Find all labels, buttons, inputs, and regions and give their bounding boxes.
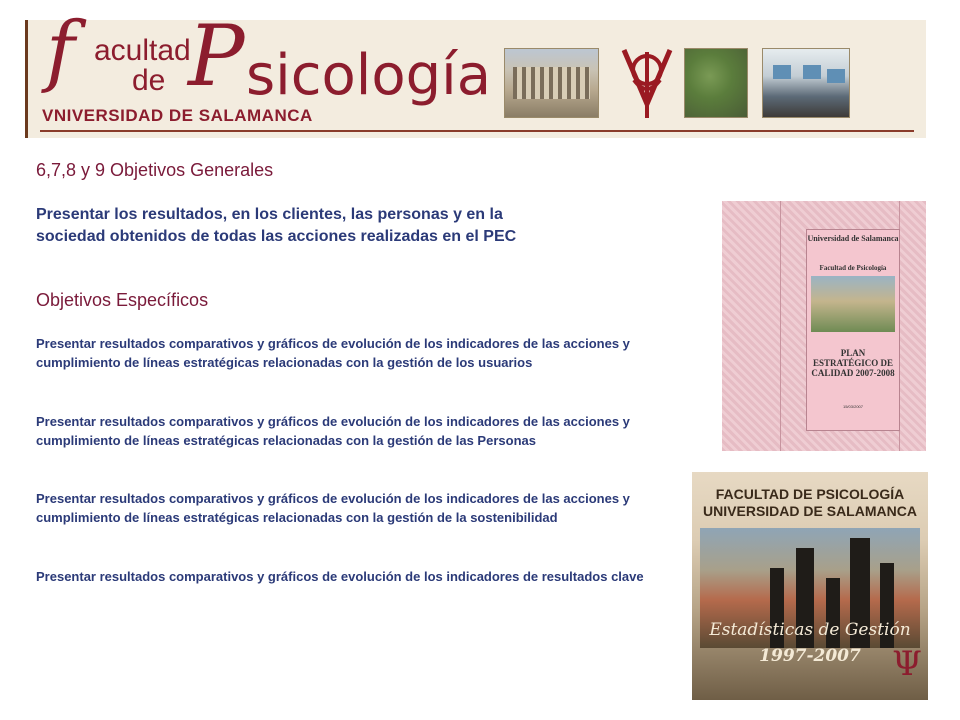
- psi-symbol-icon: Ψ: [892, 644, 922, 684]
- management-statistics-cover-image: [692, 472, 928, 700]
- building-photo: [504, 48, 599, 118]
- stats-cover-years: 1997-2007: [759, 646, 861, 666]
- specific-objective-paragraph: Presentar resultados comparativos y gráficos de evolución de los indicadores de las acciones y cumplimiento de líneas estratégicas relacionadas con la gestión de la sostenibilidad: [36, 491, 630, 525]
- cover-faculty: Facultad de Psicología: [819, 264, 887, 272]
- cover-date: 15/03/2007: [842, 404, 864, 409]
- cover-photo: [811, 276, 895, 332]
- cover-university: Universidad de Salamanca: [807, 234, 899, 243]
- quality-plan-cover-image: [722, 201, 926, 451]
- specific-objective-paragraph: Presentar resultados comparativos y gráficos de evolución de los indicadores de resultados clave: [36, 569, 644, 584]
- banner-underline: [40, 130, 914, 132]
- cover-plan-title: PLAN ESTRATÉGICO DE CALIDAD 2007-2008: [811, 348, 895, 378]
- stats-cover-subtitle: Estadísticas de Gestión: [709, 620, 911, 640]
- logo-word-sicologia: sicología: [246, 43, 492, 108]
- logo-letter-p: P: [188, 7, 245, 105]
- stats-cover-header: FACULTAD DE PSICOLOGÍA UNIVERSIDAD DE SALAMANCA: [703, 486, 917, 519]
- logo-letter-f: f: [46, 6, 75, 96]
- logo-university-name: VNIVERSIDAD DE SALAMANCA: [42, 106, 313, 125]
- specific-objective-paragraph: Presentar resultados comparativos y gráficos de evolución de los indicadores de las acciones y cumplimiento de líneas estratégicas relacionadas con la gestión de las Personas: [36, 414, 630, 448]
- logo-word-de: de: [132, 64, 166, 97]
- specific-objectives-title: Objetivos Específicos: [36, 290, 209, 310]
- quality-plan-cover: [806, 229, 900, 431]
- specific-objective-paragraph: Presentar resultados comparativos y gráficos de evolución de los indicadores de las acciones y cumplimiento de líneas estratégicas relacionadas con la gestión de los usuarios: [36, 336, 630, 370]
- garden-photo: [684, 48, 748, 118]
- general-objectives-title: 6,7,8 y 9 Objetivos Generales: [36, 160, 274, 180]
- computer-lab-photo: [762, 48, 850, 118]
- general-objectives-text: Presentar los resultados, en los clientes, las personas y en la sociedad obtenidos de todas las acciones realizadas en el PEC: [36, 206, 517, 245]
- logo-word-acultad: acultad: [94, 34, 191, 67]
- header-banner: [25, 6, 926, 138]
- university-emblem-icon: [614, 44, 680, 122]
